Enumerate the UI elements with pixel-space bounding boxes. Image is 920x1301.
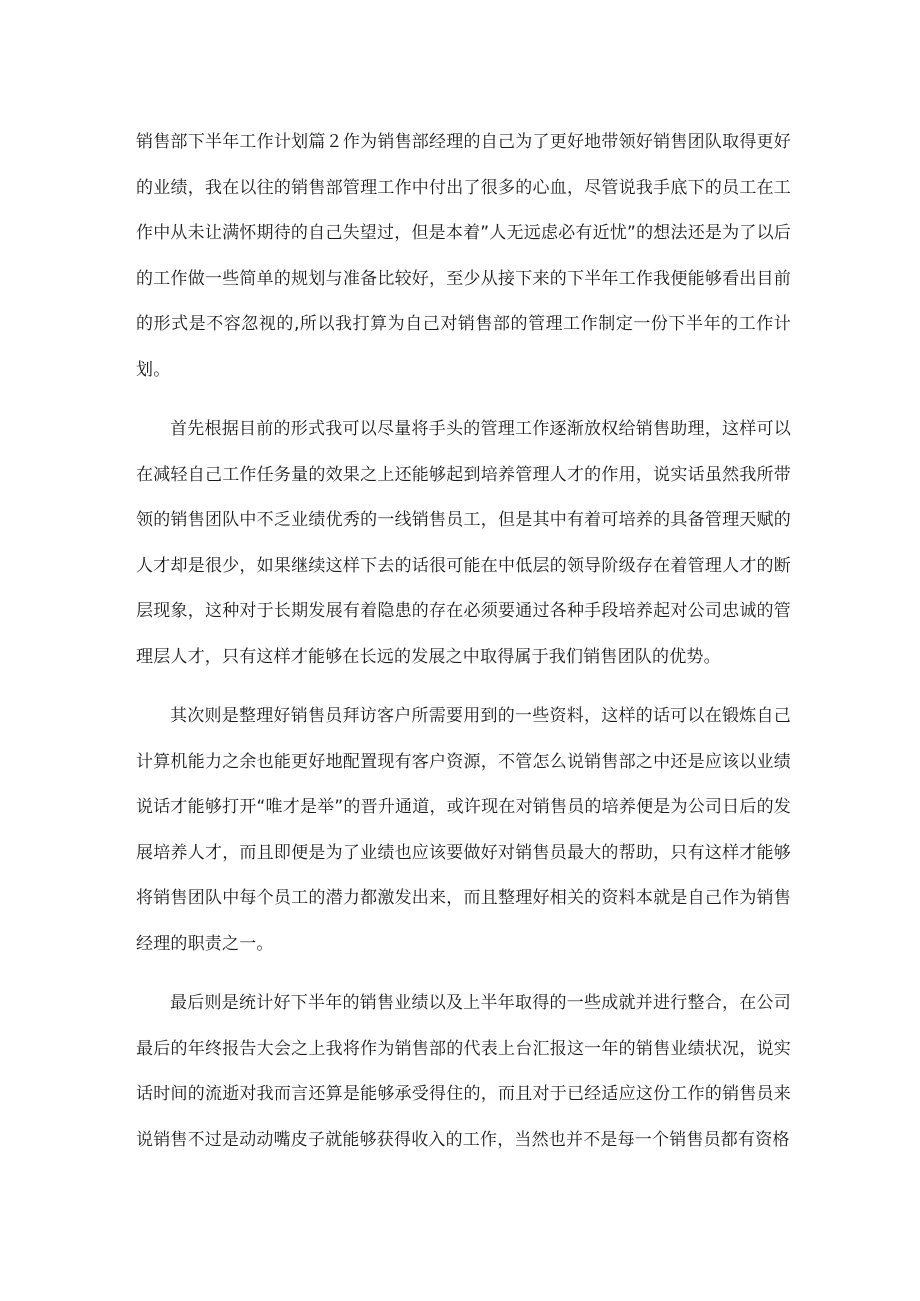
document-body (136, 120, 791, 1163)
paragraph-3: 其次则是整理好销售员拜访客户所需要用到的一些资料，这样的话可以在锻炼自己计算机能力之余也能更好地配置现有客户资源，不管怎么说销售部之中还是应该以业绩说话才能够打开“唯才是举”的晋升通道，或许现在对销售员的培养便是为公司日后的发展培养人才，而且即便是为了业绩也应该要做好对销售员最大的帮助，只有这样才能够将销售团队中每个员工的潜力都激发出来，而且整理好相关的资料本就是自己作为销售经理的职责之一。 (136, 706, 791, 954)
paragraph-2: 首先根据目前的形式我可以尽量将手头的管理工作逐渐放权给销售助理，这样可以在减轻自己工作任务量的效果之上还能够起到培养管理人才的作用，说实话虽然我所带领的销售团队中不乏业绩优秀的一线销售员工，但是其中有着可培养的具备管理天赋的人才却是很少，如果继续这样下去的话很可能在中低层的领导阶级存在着管理人才的断层现象，这种对于长期发展有着隐患的存在必须要通过各种手段培养起对公司忠诚的管理层人才，只有这样才能够在长远的发展之中取得属于我们销售团队的优势。 (136, 419, 791, 667)
paragraph-4: 最后则是统计好下半年的销售业绩以及上半年取得的一些成就并进行整合，在公司最后的年终报告大会之上我将作为销售部的代表上台汇报这一年的销售业绩状况，说实话时间的流逝对我而言还算是能够承受得住的，而且对于已经适应这份工作的销售员来说销售不过是动动嘴皮子就能够获得收入的工作，当然也并不是每一个销售员都有资格 (136, 993, 791, 1150)
paragraph-1: 销售部下半年工作计划篇２作为销售部经理的自己为了更好地带领好销售团队取得更好的业绩，我在以往的销售部管理工作中付出了很多的心血，尽管说我手底下的员工在工作中从未让满怀期待的自己失望过，但是本着”人无远虑必有近忧”的想法还是为了以后的工作做一些简单的规划与准备比较好，至少从接下来的下半年工作我便能够看出目前的形式是不容忽视的,所以我打算为自己对销售部的管理工作制定一份下半年的工作计划。 (136, 132, 791, 380)
